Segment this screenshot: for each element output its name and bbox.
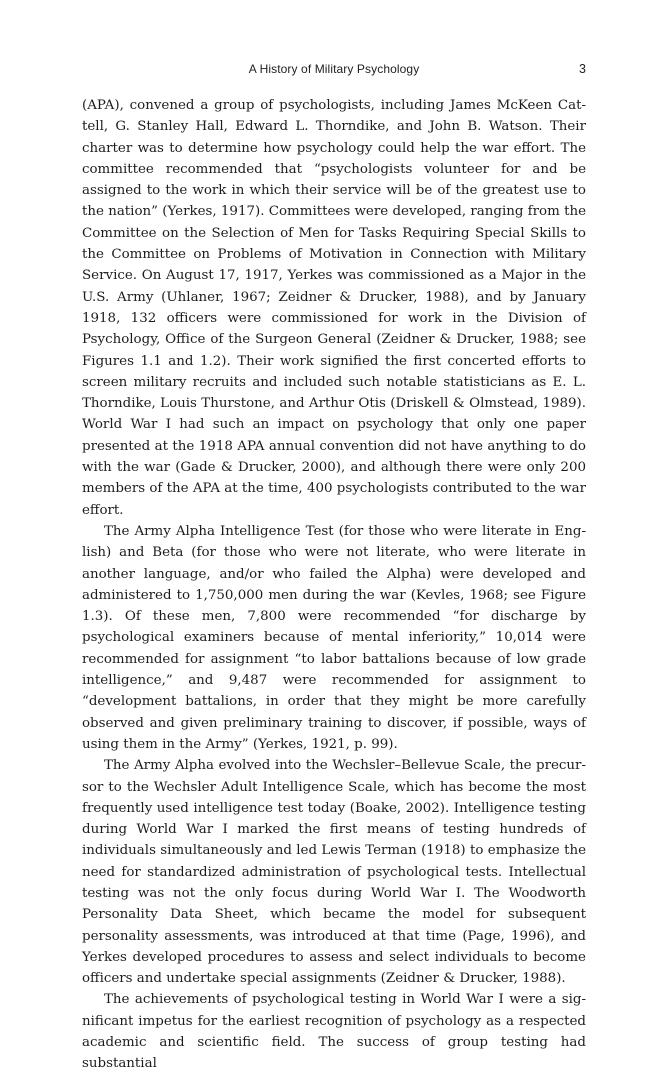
body-text [82,95,586,1075]
running-title: A History of Military Psychology [248,62,420,76]
paragraph-4: The achievements of psychological testing in World War I were a significant impetus for the earliest recognition of psychology as a respected academic and scientific field. The success of group testing had substantial [82,992,586,1072]
paragraph-3: The Army Alpha evolved into the Wechsler–Bellevue Scale, the precursor to the Wechsler Adult Intelligence Scale, which has become the most frequently used intelligence test today (Boake, 2002). Intelligence testing during World War I marked the first means of testing hundreds of individuals simultaneously and led Lewis Terman (1918) to emphasize the need for standardized administration of psychological tests. Intellectual testing was not the only focus during World War I. The Woodworth Personality Data Sheet, which became the model for subsequent personality assessments, was introduced at that time (Page, 1996), and Yerkes developed procedures to assess and select individuals to become officers and undertake special assignments (Zeidner & Drucker, 1988). [82,758,586,987]
running-head [82,62,586,78]
paragraph-1: (APA), convened a group of psychologists, including James McKeen Cattell, G. Stanley Hall, Edward L. Thorndike, and John B. Watson. Their charter was to determine how psychology could help the war effort. The committee recommended that “psychologists volunteer for and be assigned to the work in which their service will be of the greatest use to the nation” (Yerkes, 1917). Committees were developed, ranging from the Committee on the Selection of Men for Tasks Requiring Special Skills to the Committee on Problems of Motivation in Connection with Military Service. On August 17, 1917, Yerkes was commissioned as a Major in the U.S. Army (Uhlaner, 1967; Zeidner & Drucker, 1988), and by January 1918, 132 officers were commissioned for work in the Division of Psychology, Office of the Surgeon General (Zeidner & Drucker, 1988; see Figures 1.1 and 1.2). Their work signified the first concerted efforts to screen military recruits and included such notable statisticians as E. L. Thorndike, Louis Thurstone, and Arthur Otis (Driskell & Olmstead, 1989). World War I had such an impact on psychology that only one paper presented at the 1918 APA annual convention did not have anything to do with the war (Gade & Drucker, 2000), and although there were only 200 members of the APA at the time, 400 psychologists contributed to the war effort. [82,98,586,518]
paragraph-2: The Army Alpha Intelligence Test (for those who were literate in English) and Beta (for those who were not literate, who were literate in another language, and/or who failed the Alpha) were developed and administered to 1,750,000 men during the war (Kevles, 1968; see Figure 1.3). Of these men, 7,800 were recommended “for discharge by psychological examiners because of mental inferiority,” 10,014 were recommended for assignment “to labor battalions because of low grade intelligence,” and 9,487 were recommended for assignment to “development battalions, in order that they might be more carefully observed and given preliminary training to discover, if possible, ways of using them in the Army” (Yerkes, 1921, p. 99). [82,523,586,752]
page-number: 3 [579,62,586,76]
